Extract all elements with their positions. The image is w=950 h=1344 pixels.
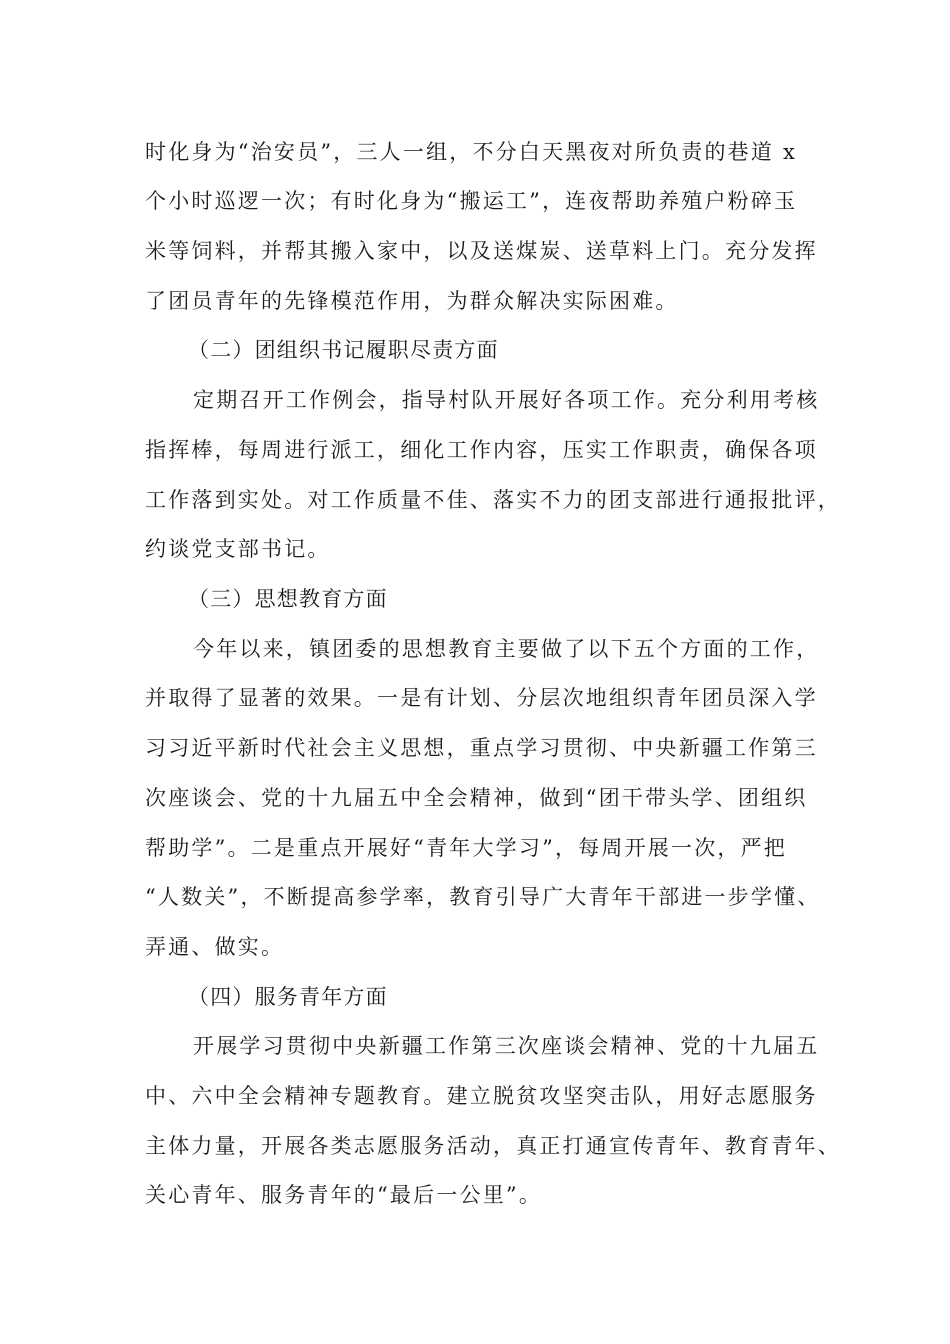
paragraph-line: 开展学习贯彻中央新疆工作第三次座谈会精神、党的十九届五 xyxy=(193,1034,820,1058)
paragraph-line: 今年以来，镇团委的思想教育主要做了以下五个方面的工作， xyxy=(193,637,820,661)
paragraph-line: 帮助学”。二是重点开展好“青年大学习”，每周开展一次，严把 xyxy=(145,836,788,860)
paragraph-line: 指挥棒，每周进行派工，细化工作内容，压实工作职责，确保各项 xyxy=(145,438,818,462)
paragraph-line: 中、六中全会精神专题教育。建立脱贫攻坚突击队，用好志愿服务 xyxy=(145,1084,818,1108)
paragraph-line: 时化身为“治安员”，三人一组，不分白天黑夜对所负责的巷道 x xyxy=(145,140,797,164)
paragraph-line: 定期召开工作例会，指导村队开展好各项工作。充分利用考核 xyxy=(193,388,820,412)
section-heading: （四）服务青年方面 xyxy=(188,985,388,1009)
paragraph-line: 个小时巡逻一次；有时化身为“搬运工”，连夜帮助养殖户粉碎玉 xyxy=(145,189,798,213)
paragraph-line: “人数关”，不断提高参学率，教育引导广大青年干部进一步学懂、 xyxy=(145,885,821,909)
paragraph-line: 工作落到实处。对工作质量不佳、落实不力的团支部进行通报批评， xyxy=(145,488,841,512)
paragraph-line: 约谈党支部书记。 xyxy=(145,537,331,561)
paragraph-line: 关心青年、服务青年的“最后一公里”。 xyxy=(145,1183,543,1207)
section-heading: （二）团组织书记履职尽责方面 xyxy=(188,338,499,362)
paragraph-line: 米等饲料，并帮其搬入家中，以及送煤炭、送草料上门。充分发挥 xyxy=(145,239,818,263)
paragraph-line: 了团员青年的先锋模范作用，为群众解决实际困难。 xyxy=(145,289,679,313)
paragraph-line: 次座谈会、党的十九届五中全会精神，做到“团干带头学、团组织 xyxy=(145,786,808,810)
paragraph-line: 主体力量，开展各类志愿服务活动，真正打通宣传青年、教育青年、 xyxy=(145,1134,841,1158)
section-heading: （三）思想教育方面 xyxy=(188,587,388,611)
paragraph-line: 并取得了显著的效果。一是有计划、分层次地组织青年团员深入学 xyxy=(145,686,818,710)
paragraph-line: 弄通、做实。 xyxy=(145,935,285,959)
paragraph-line: 习习近平新时代社会主义思想，重点学习贯彻、中央新疆工作第三 xyxy=(145,736,818,760)
